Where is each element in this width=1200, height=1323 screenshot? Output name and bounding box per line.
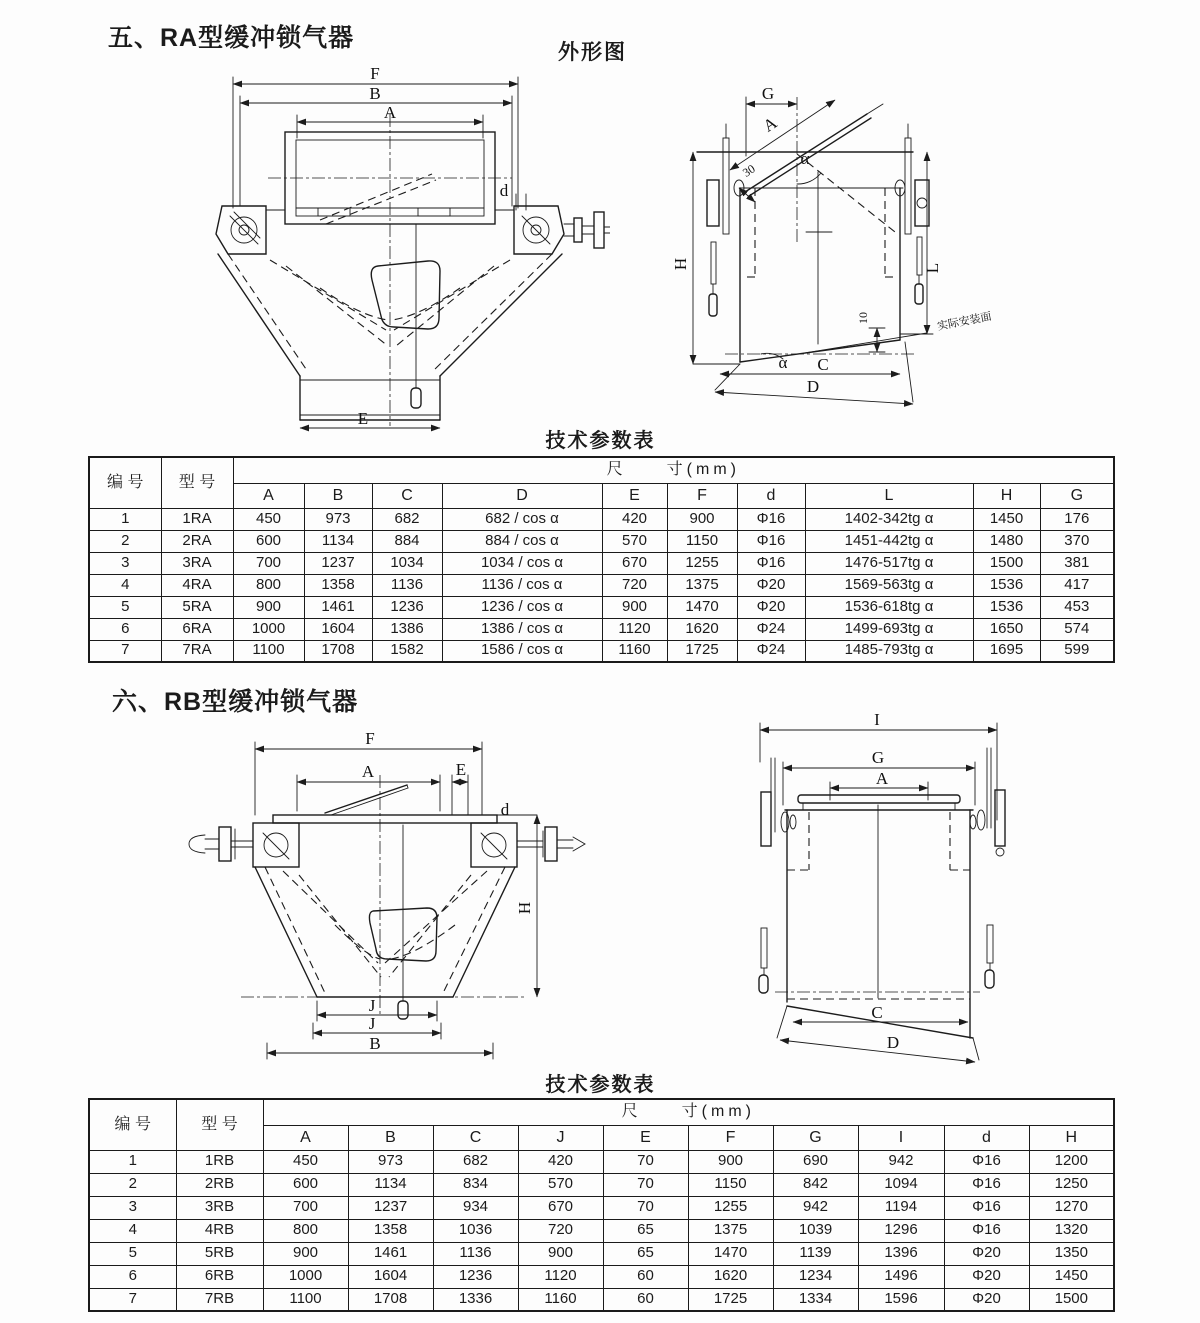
table-cell: 1194 — [858, 1196, 944, 1219]
rb-front-right-bearing — [471, 800, 585, 867]
table-cell: 574 — [1040, 618, 1114, 640]
dim-label-f: F — [370, 64, 380, 83]
rb-table-body — [89, 1150, 1114, 1311]
table-cell: 1396 — [858, 1242, 944, 1265]
table-cell: 70 — [603, 1173, 688, 1196]
table-cell: 2 — [89, 530, 161, 552]
table-cell: 1236 / cos α — [442, 596, 602, 618]
table-cell: 1725 — [688, 1288, 773, 1311]
table-cell: 420 — [602, 508, 667, 530]
table-cell: 450 — [263, 1150, 348, 1173]
dim-label-e: E — [357, 409, 369, 428]
table-cell: Φ20 — [944, 1265, 1029, 1288]
dim-label-d: D — [886, 1033, 900, 1052]
dim-column-header: J — [518, 1125, 603, 1150]
table-cell: 973 — [348, 1150, 433, 1173]
table-cell: 1496 — [858, 1265, 944, 1288]
table-cell: 1034 — [372, 552, 442, 574]
table-cell: 1358 — [304, 574, 372, 596]
table-cell: 65 — [603, 1242, 688, 1265]
table-cell: 1480 — [973, 530, 1040, 552]
table-cell: 700 — [263, 1196, 348, 1219]
dim-label-g: G — [871, 748, 885, 767]
table-cell: 1334 — [773, 1288, 858, 1311]
table-cell: 6RB — [176, 1265, 263, 1288]
table-cell: 1134 — [304, 530, 372, 552]
dim-label-a: A — [383, 103, 397, 122]
table-cell: 1604 — [304, 618, 372, 640]
ra-front-right-bearing — [495, 206, 564, 254]
table-cell: 2 — [89, 1173, 176, 1196]
table-row — [89, 530, 1114, 552]
table-row — [89, 618, 1114, 640]
dim-column-header: C — [372, 483, 442, 508]
table-cell: 1139 — [773, 1242, 858, 1265]
table-cell: 682 — [433, 1150, 518, 1173]
table-cell: 670 — [518, 1196, 603, 1219]
table-cell: 720 — [518, 1219, 603, 1242]
table-cell: 176 — [1040, 508, 1114, 530]
dim-column-header: F — [688, 1125, 773, 1150]
table-cell: 1358 — [348, 1219, 433, 1242]
ra-parameters-table — [88, 456, 1115, 663]
dim-label-a: A — [361, 762, 375, 781]
table-cell: 1470 — [688, 1242, 773, 1265]
table-cell: 450 — [233, 508, 304, 530]
dim-column-header: E — [603, 1125, 688, 1150]
dim-column-header: F — [667, 483, 737, 508]
table-cell: 1451-442tg α — [805, 530, 973, 552]
ra-front-view-drawing — [170, 58, 610, 433]
table-cell: Φ16 — [737, 552, 805, 574]
outline-drawing-label: 外形图 — [558, 41, 627, 64]
table-cell: 1386 / cos α — [442, 618, 602, 640]
table-cell: 1237 — [348, 1196, 433, 1219]
table-cell: 60 — [603, 1265, 688, 1288]
dim-column-header: d — [737, 483, 805, 508]
dim-label-30: 30 — [739, 161, 758, 180]
ra-front-dimensions — [233, 64, 518, 208]
table-cell: 1386 — [372, 618, 442, 640]
dim-column-header: L — [805, 483, 973, 508]
table-cell: 1094 — [858, 1173, 944, 1196]
dim-column-header: H — [1029, 1125, 1114, 1150]
ra-side-h-dim — [671, 152, 740, 364]
table-row — [89, 1150, 1114, 1173]
table-cell: 1536 — [973, 574, 1040, 596]
table-cell: 1320 — [1029, 1219, 1114, 1242]
table-cell: Φ24 — [737, 618, 805, 640]
table-cell: 370 — [1040, 530, 1114, 552]
table-cell: 1036 — [433, 1219, 518, 1242]
table-row — [89, 1196, 1114, 1219]
table-row — [89, 1265, 1114, 1288]
rb-side-left-assembly — [759, 758, 796, 993]
table-cell: Φ24 — [737, 640, 805, 662]
table-cell: Φ20 — [944, 1288, 1029, 1311]
table-cell: 900 — [688, 1150, 773, 1173]
table-cell: 1604 — [348, 1265, 433, 1288]
table-cell: 1620 — [667, 618, 737, 640]
dim-column-header: D — [442, 483, 602, 508]
dim-column-header: A — [263, 1125, 348, 1150]
section-rb-heading: 六、RB型缓冲锁气器 — [112, 688, 359, 716]
table-cell: 1596 — [858, 1288, 944, 1311]
dim-column-header: B — [348, 1125, 433, 1150]
table-cell: 800 — [233, 574, 304, 596]
dim-columns-row — [89, 483, 1114, 508]
table-cell: 1136 / cos α — [442, 574, 602, 596]
table-cell: 1100 — [233, 640, 304, 662]
rb-front-hopper — [241, 775, 527, 1019]
table-cell: 900 — [518, 1242, 603, 1265]
table-cell: 1582 — [372, 640, 442, 662]
table-cell: 682 / cos α — [442, 508, 602, 530]
table-cell: 2RB — [176, 1173, 263, 1196]
table-cell: 570 — [518, 1173, 603, 1196]
rb-side-plate — [785, 795, 973, 810]
table-cell: 1034 / cos α — [442, 552, 602, 574]
dim-label-l: L — [923, 262, 942, 274]
table-cell: 670 — [602, 552, 667, 574]
table-cell: 5RB — [176, 1242, 263, 1265]
table-cell: 1255 — [688, 1196, 773, 1219]
table-cell: 6RA — [161, 618, 233, 640]
table-cell: 1296 — [858, 1219, 944, 1242]
table-cell: 417 — [1040, 574, 1114, 596]
dim-column-header: G — [1040, 483, 1114, 508]
rb-table-title: 技术参数表 — [545, 1074, 656, 1096]
table-cell: 5 — [89, 1242, 176, 1265]
table-cell: 900 — [263, 1242, 348, 1265]
table-row — [89, 1173, 1114, 1196]
ra-side-body — [740, 172, 903, 362]
col-header-model: 型 号 — [176, 1099, 263, 1150]
table-cell: 1234 — [773, 1265, 858, 1288]
table-cell: 453 — [1040, 596, 1114, 618]
table-cell: 1708 — [348, 1288, 433, 1311]
table-cell: 1000 — [233, 618, 304, 640]
table-cell: 1375 — [688, 1219, 773, 1242]
table-cell: 1150 — [688, 1173, 773, 1196]
table-cell: Φ20 — [737, 574, 805, 596]
dim-label-j-upper: J — [368, 996, 376, 1015]
table-cell: 1402-342tg α — [805, 508, 973, 530]
table-cell: 1255 — [667, 552, 737, 574]
table-cell: 1650 — [973, 618, 1040, 640]
col-header-dims: 尺 寸(mm) — [263, 1099, 1114, 1125]
ra-table-body — [89, 508, 1114, 662]
table-cell: 3RB — [176, 1196, 263, 1219]
table-cell: 1536 — [973, 596, 1040, 618]
table-cell: 3 — [89, 1196, 176, 1219]
table-cell: 942 — [858, 1150, 944, 1173]
table-row — [89, 552, 1114, 574]
table-row — [89, 1288, 1114, 1311]
table-cell: 1461 — [304, 596, 372, 618]
table-row — [89, 596, 1114, 618]
table-cell: 900 — [602, 596, 667, 618]
table-cell: 3 — [89, 552, 161, 574]
dim-label-h: H — [515, 901, 534, 915]
table-cell: 5RA — [161, 596, 233, 618]
col-header-model: 型 号 — [161, 457, 233, 508]
table-cell: 1150 — [667, 530, 737, 552]
table-cell: 1536-618tg α — [805, 596, 973, 618]
table-cell: 1250 — [1029, 1173, 1114, 1196]
table-cell: 700 — [233, 552, 304, 574]
table-row — [89, 574, 1114, 596]
table-cell: Φ20 — [737, 596, 805, 618]
dim-label-j-lower: J — [368, 1014, 376, 1033]
table-cell: 900 — [233, 596, 304, 618]
table-cell: 1200 — [1029, 1150, 1114, 1173]
table-cell: 934 — [433, 1196, 518, 1219]
dim-column-header: I — [858, 1125, 944, 1150]
table-cell: 1120 — [602, 618, 667, 640]
table-cell: 1039 — [773, 1219, 858, 1242]
dim-label-f: F — [365, 729, 375, 748]
table-cell: 1236 — [372, 596, 442, 618]
table-cell: 6 — [89, 1265, 176, 1288]
dim-column-header: C — [433, 1125, 518, 1150]
ra-side-top-dims — [730, 84, 835, 244]
table-cell: 1RA — [161, 508, 233, 530]
table-cell: 599 — [1040, 640, 1114, 662]
table-cell: 1134 — [348, 1173, 433, 1196]
table-cell: 6 — [89, 618, 161, 640]
table-cell: 7 — [89, 640, 161, 662]
table-cell: 1120 — [518, 1265, 603, 1288]
table-cell: 1470 — [667, 596, 737, 618]
table-cell: 690 — [773, 1150, 858, 1173]
dim-column-header: A — [233, 483, 304, 508]
col-header-index: 编 号 — [89, 1099, 176, 1150]
table-cell: 1476-517tg α — [805, 552, 973, 574]
table-cell: 3RA — [161, 552, 233, 574]
ra-front-left-bearing — [216, 206, 285, 254]
table-cell: 7RA — [161, 640, 233, 662]
table-cell: 1450 — [1029, 1265, 1114, 1288]
table-cell: Φ16 — [944, 1219, 1029, 1242]
table-cell: 834 — [433, 1173, 518, 1196]
table-cell: 1160 — [518, 1288, 603, 1311]
table-cell: 942 — [773, 1196, 858, 1219]
rb-front-left-bearing — [189, 823, 299, 867]
table-cell: 800 — [263, 1219, 348, 1242]
table-cell: 1270 — [1029, 1196, 1114, 1219]
table-cell: 2RA — [161, 530, 233, 552]
ra-table-title: 技术参数表 — [545, 430, 656, 452]
dim-label-c: C — [817, 355, 829, 374]
table-cell: 600 — [233, 530, 304, 552]
table-cell: 1236 — [433, 1265, 518, 1288]
table-cell: 1725 — [667, 640, 737, 662]
table-cell: 4 — [89, 574, 161, 596]
table-cell: 1336 — [433, 1288, 518, 1311]
ra-side-bottom — [715, 309, 993, 404]
table-cell: 720 — [602, 574, 667, 596]
table-row — [89, 508, 1114, 530]
table-cell: 1500 — [973, 552, 1040, 574]
rb-side-view-drawing — [725, 700, 1070, 1080]
mount-surface-label: 实际安装面 — [936, 310, 993, 333]
table-cell: 1695 — [973, 640, 1040, 662]
table-cell: 1350 — [1029, 1242, 1114, 1265]
dim-label-e: E — [455, 760, 467, 779]
table-cell: 1500 — [1029, 1288, 1114, 1311]
table-cell: 973 — [304, 508, 372, 530]
section-ra-heading: 五、RA型缓冲锁气器 — [108, 24, 355, 52]
rb-front-view-drawing — [175, 715, 625, 1065]
table-cell: 1620 — [688, 1265, 773, 1288]
ra-table-wrap — [88, 456, 1115, 663]
dim-label-a: A — [759, 113, 781, 136]
table-cell: Φ16 — [737, 508, 805, 530]
table-row — [89, 1219, 1114, 1242]
table-cell: Φ16 — [944, 1150, 1029, 1173]
dim-label-i: I — [874, 710, 880, 729]
table-cell: 682 — [372, 508, 442, 530]
table-cell: 5 — [89, 596, 161, 618]
dim-label-h: H — [671, 257, 690, 271]
table-cell: 1000 — [263, 1265, 348, 1288]
ra-front-shaft — [500, 181, 610, 248]
table-cell: 1461 — [348, 1242, 433, 1265]
table-cell: 570 — [602, 530, 667, 552]
table-cell: 70 — [603, 1150, 688, 1173]
dim-label-10: 10 — [856, 312, 870, 324]
table-cell: 1237 — [304, 552, 372, 574]
table-cell: 4 — [89, 1219, 176, 1242]
dim-column-header: d — [944, 1125, 1029, 1150]
table-cell: 1136 — [433, 1242, 518, 1265]
table-cell: 600 — [263, 1173, 348, 1196]
rb-parameters-table — [88, 1098, 1115, 1312]
dim-column-header: E — [602, 483, 667, 508]
table-cell: 65 — [603, 1219, 688, 1242]
table-cell: 1586 / cos α — [442, 640, 602, 662]
table-cell: 4RB — [176, 1219, 263, 1242]
angle-label-alpha-top: α — [800, 149, 810, 168]
table-cell: Φ20 — [944, 1242, 1029, 1265]
dim-label-d: d — [500, 800, 510, 819]
table-row — [89, 640, 1114, 662]
dim-label-d: d — [499, 181, 509, 200]
table-cell: 7RB — [176, 1288, 263, 1311]
dim-column-header: G — [773, 1125, 858, 1150]
table-cell: 884 / cos α — [442, 530, 602, 552]
table-cell: 900 — [667, 508, 737, 530]
table-row — [89, 1242, 1114, 1265]
table-cell: 60 — [603, 1288, 688, 1311]
dim-label-d: D — [806, 377, 820, 396]
dim-label-g: G — [761, 84, 775, 103]
col-header-index: 编 号 — [89, 457, 161, 508]
table-cell: Φ16 — [737, 530, 805, 552]
col-header-dims: 尺 寸(mm) — [233, 457, 1114, 483]
ra-side-left-assembly — [707, 124, 744, 316]
table-cell: 1 — [89, 508, 161, 530]
table-cell: 1569-563tg α — [805, 574, 973, 596]
table-cell: 1160 — [602, 640, 667, 662]
table-cell: 1RB — [176, 1150, 263, 1173]
table-cell: Φ16 — [944, 1173, 1029, 1196]
table-cell: 1708 — [304, 640, 372, 662]
table-cell: 842 — [773, 1173, 858, 1196]
table-cell: 1136 — [372, 574, 442, 596]
table-cell: 1100 — [263, 1288, 348, 1311]
dim-label-c: C — [871, 1003, 883, 1022]
dim-column-header: H — [973, 483, 1040, 508]
angle-label-alpha-bottom: α — [778, 353, 788, 372]
table-cell: Φ16 — [944, 1196, 1029, 1219]
table-cell: 1450 — [973, 508, 1040, 530]
dim-label-b: B — [369, 1034, 381, 1053]
table-cell: 884 — [372, 530, 442, 552]
dim-label-b: B — [369, 84, 381, 103]
rb-table-wrap — [88, 1098, 1115, 1312]
table-cell: 1 — [89, 1150, 176, 1173]
dim-column-header: B — [304, 483, 372, 508]
table-cell: 7 — [89, 1288, 176, 1311]
dim-label-a: A — [875, 769, 889, 788]
table-cell: 70 — [603, 1196, 688, 1219]
table-cell: 1485-793tg α — [805, 640, 973, 662]
table-cell: 420 — [518, 1150, 603, 1173]
rb-front-plate — [273, 785, 497, 823]
ra-side-view-drawing — [655, 72, 1105, 432]
rb-side-bottom — [775, 992, 980, 1062]
table-cell: 1375 — [667, 574, 737, 596]
table-cell: 381 — [1040, 552, 1114, 574]
table-cell: 1499-693tg α — [805, 618, 973, 640]
table-cell: 4RA — [161, 574, 233, 596]
